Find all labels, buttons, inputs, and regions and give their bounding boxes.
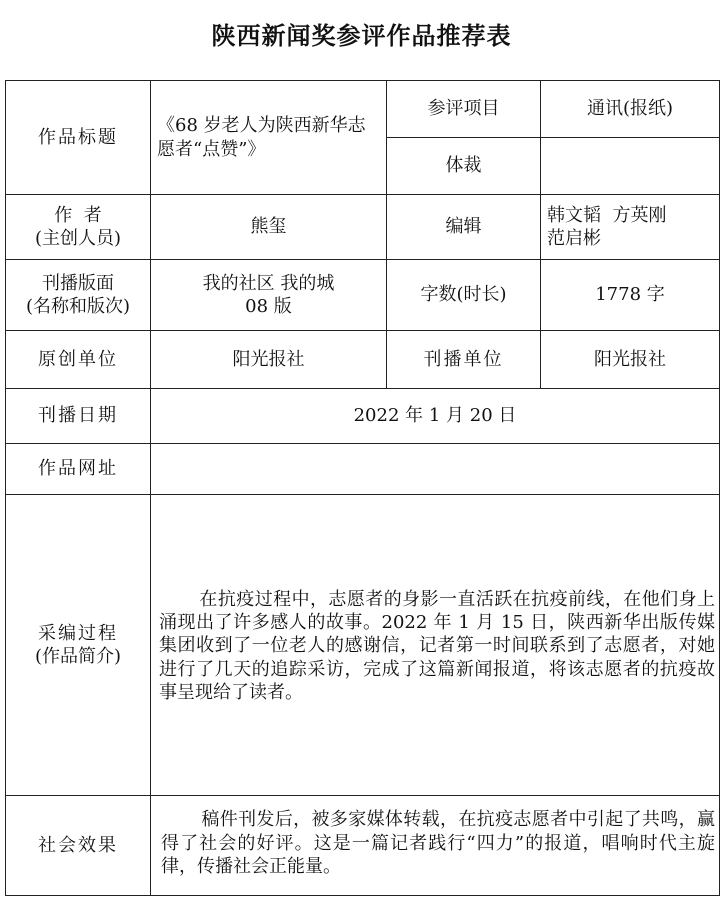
category-label: 参评项目 (387, 81, 541, 138)
author-value: 熊玺 (151, 195, 387, 260)
section-label-line1: 刊播版面 (42, 272, 114, 294)
author-label (6, 195, 151, 260)
section-label (6, 260, 151, 331)
publisher-value: 阳光报社 (541, 331, 720, 389)
process-label-line2: (作品简介) (34, 646, 122, 667)
category-value: 通讯(报纸) (541, 81, 720, 138)
section-label-line2: (名称和版次) (25, 296, 131, 317)
process-text: 在抗疫过程中，志愿者的身影一直活跃在抗疫前线，在他们身上涌现出了许多感人的故事。2022 年 1 月 15 日，陕西新华出版传媒集团收到了一位老人的感谢信，记者第一时间联系到了志愿者，对她进行了几天的追踪采访，完成了这篇新闻报道，将该志愿者的抗疫故事呈现给了读者。 (159, 588, 715, 704)
page-title: 陕西新闻奖参评作品推荐表 (211, 22, 512, 50)
genre-label: 体裁 (387, 138, 541, 195)
effect-label: 社会效果 (6, 796, 151, 896)
author-label-line1: 作 者 (54, 204, 102, 226)
publisher-label: 刊播单位 (387, 331, 541, 389)
url-value (151, 444, 720, 495)
wordcount-label: 字数(时长) (387, 260, 541, 331)
process-label-line1: 采编过程 (38, 622, 118, 644)
section-value (151, 260, 387, 331)
editor-label: 编辑 (387, 195, 541, 260)
origin-value: 阳光报社 (151, 331, 387, 389)
origin-label: 原创单位 (6, 331, 151, 389)
url-label: 作品网址 (6, 444, 151, 495)
process-description (151, 495, 720, 796)
editor-value-line1: 韩文韬 方英刚 (547, 204, 667, 226)
editor-value (541, 195, 720, 260)
editor-value-line2: 范启彬 (547, 228, 601, 249)
recommendation-form (5, 80, 720, 896)
section-value-line2: 08 版 (245, 296, 292, 317)
section-value-line1: 我的社区 我的城 (202, 272, 335, 294)
work-title-label: 作品标题 (6, 81, 151, 195)
work-title-value: 《68 岁老人为陕西新华志愿者“点赞”》 (151, 81, 387, 195)
effect-text: 稿件刊发后，被多家媒体转载，在抗疫志愿者中引起了共鸣，赢得了社会的好评。这是一篇记者践行“四力”的报道，唱响时代主旋律，传播社会正能量。 (161, 809, 715, 878)
effect-description (151, 796, 720, 896)
date-label: 刊播日期 (6, 389, 151, 444)
date-value: 2022 年 1 月 20 日 (151, 389, 720, 444)
author-label-line2: (主创人员) (34, 228, 122, 249)
genre-value (541, 138, 720, 195)
wordcount-value: 1778 字 (541, 260, 720, 331)
process-label (6, 495, 151, 796)
